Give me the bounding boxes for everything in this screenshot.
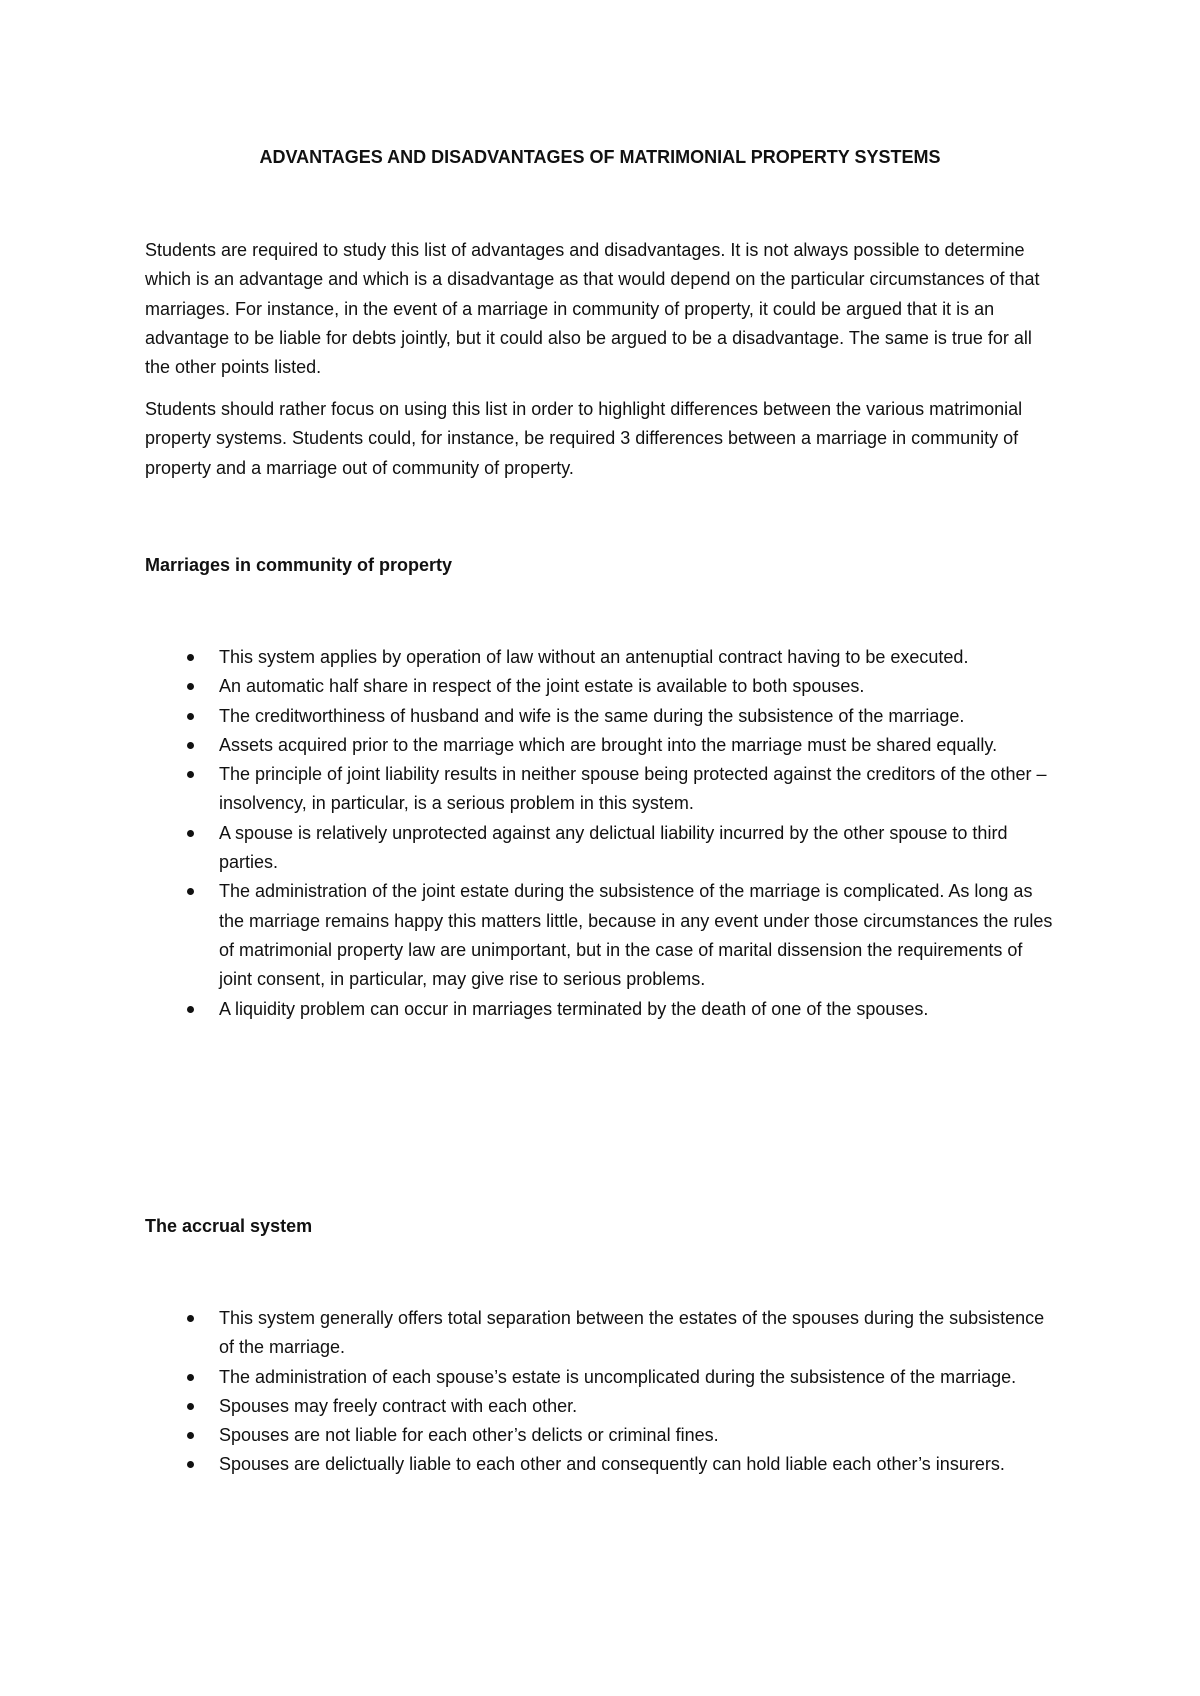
list-item: A spouse is relatively unprotected against any delictual liability incurred by the other spouse to third parties.: [0, 819, 1200, 878]
bullet-icon: [187, 1006, 194, 1013]
list-item: The administration of each spouse’s estate is uncomplicated during the subsistence of the marriage.: [0, 1363, 1200, 1392]
bullet-icon: [187, 1374, 194, 1381]
list-item: An automatic half share in respect of the joint estate is available to both spouses.: [0, 672, 1200, 701]
bullet-icon: [187, 1403, 194, 1410]
list-item: The creditworthiness of husband and wife is the same during the subsistence of the marriage.: [0, 702, 1200, 731]
bullet-icon: [187, 654, 194, 661]
list-item: This system applies by operation of law without an antenuptial contract having to be executed.: [0, 643, 1200, 672]
intro-paragraph-2: Students should rather focus on using this list in order to highlight differences between the various matrimonial property systems. Students could, for instance, be required 3 differences between a marriage in community of property and a marriage out of community of property.: [145, 399, 1023, 478]
intro-paragraph-1: Students are required to study this list of advantages and disadvantages. It is not always possible to determine which is an advantage and which is a disadvantage as that would depend on the particular circumstances of that marriages. For instance, in the event of a marriage in community of property, it could be argued that it is an advantage to be liable for debts jointly, but it could also be argued to be a disadvantage. The same is true for all the other points listed.: [145, 240, 1040, 378]
section-heading-accrual-system: The accrual system: [145, 1216, 313, 1236]
list-item: Spouses are delictually liable to each other and consequently can hold liable each other’s insurers.: [0, 1450, 1200, 1479]
list-item: Assets acquired prior to the marriage which are brought into the marriage must be shared equally.: [0, 731, 1200, 760]
list-item: Spouses may freely contract with each other.: [0, 1392, 1200, 1421]
bullet-icon: [187, 713, 194, 720]
list-item: Spouses are not liable for each other’s delicts or criminal fines.: [0, 1421, 1200, 1450]
bullet-icon: [187, 888, 194, 895]
bullet-icon: [187, 683, 194, 690]
community-of-property-list: [0, 643, 1200, 1024]
bullet-icon: [187, 1315, 194, 1322]
bullet-icon: [187, 1432, 194, 1439]
list-item: The principle of joint liability results in neither spouse being protected against the creditors of the other – insolvency, in particular, is a serious problem in this system.: [0, 760, 1200, 819]
bullet-icon: [187, 742, 194, 749]
list-item: This system generally offers total separation between the estates of the spouses during the subsistence of the marriage.: [0, 1304, 1200, 1363]
bullet-icon: [187, 830, 194, 837]
accrual-system-list: [0, 1304, 1200, 1480]
bullet-icon: [187, 771, 194, 778]
bullet-icon: [187, 1461, 194, 1468]
list-item: A liquidity problem can occur in marriages terminated by the death of one of the spouses.: [0, 995, 1200, 1024]
section-heading-community-of-property: Marriages in community of property: [145, 555, 453, 575]
list-item: The administration of the joint estate during the subsistence of the marriage is complicated. As long as the marriage remains happy this matters little, because in any event under those circumstances the rules of matrimonial property law are unimportant, but in the case of marital dissension the requirements of joint consent, in particular, may give rise to serious problems.: [0, 877, 1200, 994]
document-title: ADVANTAGES AND DISADVANTAGES OF MATRIMONIAL PROPERTY SYSTEMS: [259, 147, 941, 167]
